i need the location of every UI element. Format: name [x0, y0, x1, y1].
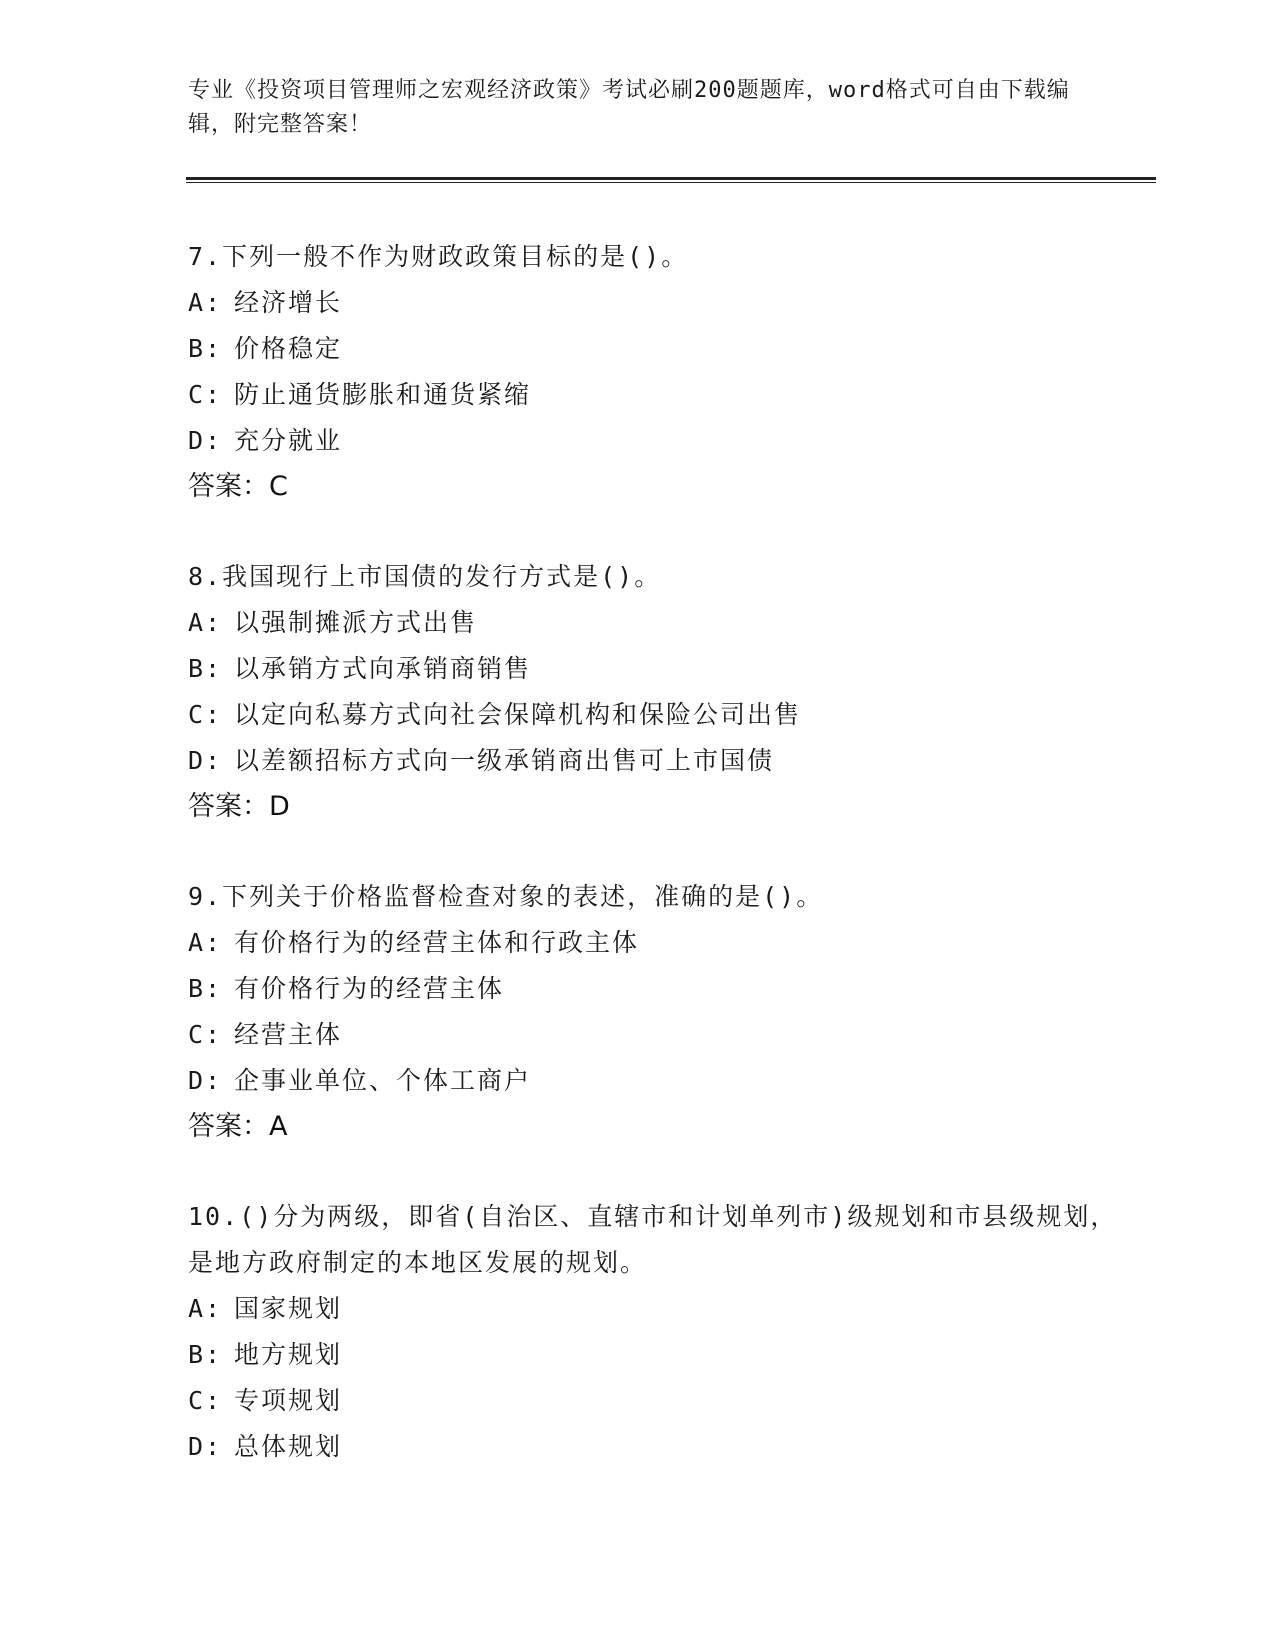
option-d — [188, 738, 1128, 784]
option-letter: B: — [188, 654, 223, 683]
option-d — [188, 418, 1128, 464]
question-stem: 8.我国现行上市国债的发行方式是()。 — [188, 562, 662, 591]
option-letter: D: — [188, 746, 223, 775]
option-text: 以承销方式向承销商销售 — [234, 654, 532, 683]
option-a — [188, 920, 1128, 966]
answer-line: 答案：A — [188, 1111, 288, 1142]
option-text: 总体规划 — [234, 1432, 343, 1461]
option-b — [188, 326, 1128, 372]
option-b — [188, 966, 1128, 1012]
option-a — [188, 600, 1128, 646]
question-list — [188, 234, 1128, 1514]
option-letter: C: — [188, 1386, 223, 1415]
option-b — [188, 1332, 1128, 1378]
question-stem: 10.()分为两级，即省(自治区、直辖市和计划单列市)级规划和市县级规划，是地方政府制定的本地区发展的规划。 — [188, 1202, 1118, 1277]
option-letter: B: — [188, 974, 223, 1003]
option-b — [188, 646, 1128, 692]
question-stem: 9.下列关于价格监督检查对象的表述，准确的是()。 — [188, 882, 824, 911]
option-letter: A: — [188, 1294, 223, 1323]
option-text: 企事业单位、个体工商户 — [234, 1066, 532, 1095]
header-divider-thick — [186, 177, 1156, 180]
option-a — [188, 1286, 1128, 1332]
option-c — [188, 1378, 1128, 1424]
option-text: 以强制摊派方式出售 — [234, 608, 478, 637]
document-header: 专业《投资项目管理师之宏观经济政策》考试必刷200题题库，word格式可自由下载编辑，附完整答案！ — [188, 78, 1070, 137]
option-letter: A: — [188, 608, 223, 637]
option-text: 价格稳定 — [234, 334, 343, 363]
option-text: 有价格行为的经营主体和行政主体 — [234, 928, 640, 957]
option-letter: C: — [188, 1020, 223, 1049]
question-8 — [188, 554, 1128, 830]
option-letter: B: — [188, 334, 223, 363]
option-letter: D: — [188, 1066, 223, 1095]
option-text: 地方规划 — [234, 1340, 343, 1369]
question-10 — [188, 1194, 1128, 1470]
question-9 — [188, 874, 1128, 1150]
option-d — [188, 1424, 1128, 1470]
option-text: 防止通货膨胀和通货紧缩 — [234, 380, 532, 409]
option-letter: B: — [188, 1340, 223, 1369]
option-letter: A: — [188, 288, 223, 317]
option-letter: D: — [188, 426, 223, 455]
option-letter: C: — [188, 700, 223, 729]
option-text: 专项规划 — [234, 1386, 343, 1415]
question-7 — [188, 234, 1128, 510]
option-d — [188, 1058, 1128, 1104]
answer-line: 答案：C — [188, 471, 288, 502]
option-text: 以差额招标方式向一级承销商出售可上市国债 — [234, 746, 775, 775]
option-c — [188, 692, 1128, 738]
option-text: 经营主体 — [234, 1020, 343, 1049]
option-letter: D: — [188, 1432, 223, 1461]
option-text: 充分就业 — [234, 426, 343, 455]
option-c — [188, 372, 1128, 418]
option-letter: A: — [188, 928, 223, 957]
option-text: 有价格行为的经营主体 — [234, 974, 505, 1003]
option-a — [188, 280, 1128, 326]
option-text: 以定向私募方式向社会保障机构和保险公司出售 — [234, 700, 802, 729]
answer-line: 答案：D — [188, 791, 290, 822]
option-letter: C: — [188, 380, 223, 409]
option-text: 国家规划 — [234, 1294, 343, 1323]
header-divider-thin — [186, 182, 1156, 183]
question-stem: 7.下列一般不作为财政政策目标的是()。 — [188, 242, 689, 271]
option-c — [188, 1012, 1128, 1058]
option-text: 经济增长 — [234, 288, 343, 317]
